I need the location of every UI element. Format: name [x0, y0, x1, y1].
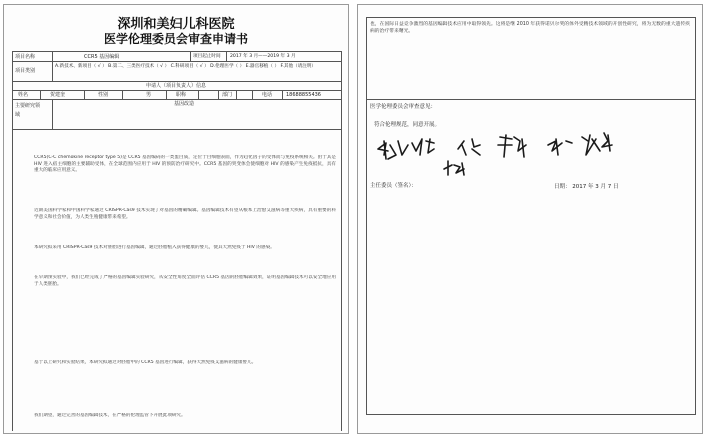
gender-label: 性别 — [98, 92, 109, 98]
chair-signature-label: 主任委员（签名）： — [370, 183, 417, 189]
gender-value: 男 — [146, 92, 152, 98]
description-paragraph-1: CCR5(C-C chemokine receptor type 5)是 CCR5 基因编码的一类蛋白质，定位于白细胞表面，作为趋化因子的受体而与免疫系统相关。由于其是 HIV 进入宿主细胞的主要辅助受体，在全球范围内应用于 HIV 的预防治疗研究中。CCR5 基因的突变体会使细胞对 HIV 的感染产生免疫抵抗，具有重大的临床应用意义。 — [34, 155, 336, 174]
description-paragraph-6: 我们期望，通过完善的基因编辑技术，在严格的伦理监管下开展此项研究。 — [34, 413, 186, 418]
approval-date: 日期： 2017 年 3 月 7 日 — [554, 184, 619, 190]
application-page-1 — [3, 4, 349, 434]
committee-signatures-image — [372, 123, 692, 183]
committee-opinion-text: 符合伦理规范，同意开展。 — [374, 122, 441, 128]
project-name-label: 项目名称 — [15, 54, 36, 60]
description-paragraph-2: 近期美国科学家和中国科学家通过 CRISPR-Cas9 技术实现了对基因的精确编辑。基因编辑技术有望从根本上治愈艾滋病等重大疾病，具有重要的科学意义和社会价值，为人类生殖健康带来希望。 — [34, 208, 336, 220]
research-area-value: 基因改造 — [174, 101, 195, 107]
application-page-2 — [357, 4, 703, 434]
applicant-header: 申请人（项目负责人）信息 — [145, 83, 206, 89]
description-continuation: 也，在国际日益竞争激烈的基因编辑技术应用中取得领先。这将是继 2010 年获得诺贝尔奖的体外受精技术领域的开创性研究，将为无数的重大遗传疾病的治疗带来曙光。 — [370, 22, 690, 34]
title-label: 职称 — [176, 92, 187, 98]
project-duration-label: 项目起止时间 — [193, 54, 221, 59]
description-paragraph-5: 基于以上研究和实验结果，本研究拟通过对胚胎中的 CCR5 基因进行编辑，获得天然免疫艾滋病的健康婴儿。 — [34, 360, 257, 365]
research-area-label: 主要研究领域 — [15, 103, 41, 118]
department-label: 部门 — [222, 92, 233, 98]
description-paragraph-3: 本研究拟采用 CRISPR-Cas9 技术对胚胎进行基因编辑，通过胚胎植入获得健康的婴儿，使其天然免疫于 HIV 的感染。 — [34, 245, 275, 250]
committee-opinion-label: 医学伦理委员会审查意见： — [370, 104, 437, 110]
project-duration-value: 2017 年 3 月——2019 年 3 月 — [230, 54, 296, 59]
description-paragraph-4: 在早期预实验中，我们已经完成了严格的基因编辑实验研究，从安全性角度全面评估 CCR5 基因的胚胎编辑效果，证明基因编辑技术可以安全地应用于人类胚胎。 — [34, 275, 336, 287]
project-category-options: A.新技术、新项目（ √ ） B.第二、三类医疗技术（ √ ） C.科研项目（ √ ） D.伦理医学（ ） E.器官移植（ ） F.其他（请注明） — [55, 64, 317, 69]
project-name-value: CCR5 基因编辑 — [84, 54, 120, 60]
project-category-label: 项目类别 — [15, 68, 36, 74]
name-value: 贺建奎 — [50, 92, 66, 98]
phone-label: 电话 — [262, 92, 273, 98]
application-title: 医学伦理委员会审查申请书 — [103, 32, 248, 46]
phone-value: 18688855436 — [286, 92, 321, 98]
name-label: 姓名 — [18, 92, 29, 98]
hospital-title: 深圳和美妇儿科医院 — [117, 17, 235, 32]
